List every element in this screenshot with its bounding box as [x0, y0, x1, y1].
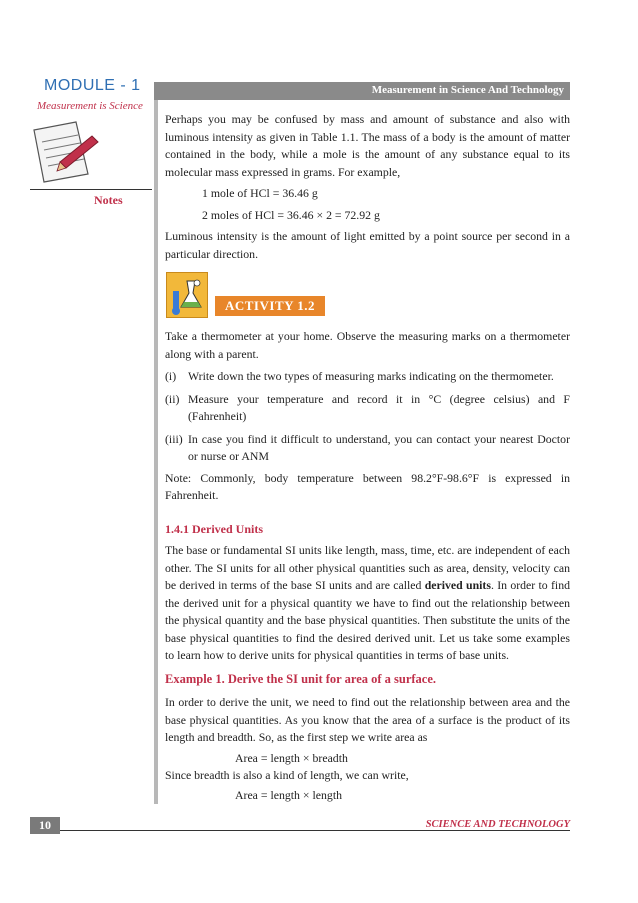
derived-units-term: derived units	[424, 578, 491, 592]
note-paragraph: Note: Commonly, body temperature between 98.2°F-98.6°F is expressed in Fahrenheit.	[165, 470, 570, 502]
module-subtitle: Measurement is Science	[37, 100, 143, 112]
footer-rule	[30, 830, 570, 831]
paragraph-derived-units	[165, 542, 570, 665]
example-heading: Example 1. Derive the SI unit for area of a surface.	[165, 671, 437, 686]
list-item-number: (ii)	[165, 391, 180, 406]
equation-2: 2 moles of HCl = 36.46 × 2 = 72.92 g	[202, 207, 380, 222]
activity-icon	[166, 272, 208, 318]
margin-rule	[154, 100, 158, 804]
list-item	[165, 431, 570, 466]
derived-units-text-2: . In order to find the derived unit for a physical quantity we have to find out the relationship between the physical quantity and the base physical quantities. Then substitute the units of the base physical quantities to find the desired derived unit. Let us take some examples to learn how to derive units for physical quantities in terms of base units.	[165, 578, 570, 662]
equation-1: 1 mole of HCl = 36.46 g	[202, 186, 318, 200]
header-title: Measurement in Science And Technology	[371, 84, 564, 96]
activity-label: ACTIVITY 1.2	[215, 296, 325, 316]
main-content	[165, 111, 570, 804]
list-item	[165, 368, 570, 386]
section-heading: 1.4.1 Derived Units	[165, 521, 263, 536]
equation-4: Area = length × length	[235, 787, 342, 802]
activity-intro: Take a thermometer at your home. Observe the measuring marks on a thermometer along with a parent.	[165, 329, 570, 361]
paragraph-luminous: Luminous intensity is the amount of light emitted by a point source per second in a particular direction.	[165, 229, 570, 261]
equation-3: Area = length × breadth	[235, 750, 348, 765]
activity-banner	[165, 272, 570, 322]
list-item-text: Measure your temperature and record it in °C (degree celsius) and F (Fahrenheit)	[188, 391, 570, 423]
list-item-text: In case you find it difficult to understand, you can contact your nearest Doctor or nurse or ANM	[188, 431, 570, 463]
page-number: 10	[30, 817, 60, 834]
paragraph-area: In order to derive the unit, we need to find out the relationship between area and the base physical quantities. As you know that the area of a surface is the product of its length and breadth. So, as the first step we write area as	[165, 695, 570, 744]
notepad-pen-icon	[30, 116, 102, 188]
list-item	[165, 391, 570, 426]
list-item-number: (iii)	[165, 431, 183, 446]
notes-divider	[30, 189, 152, 190]
list-item-number: (i)	[165, 369, 177, 383]
paragraph-mass-mole: Perhaps you may be confused by mass and amount of substance and also with luminous intensity as given in Table 1.1. The mass of a body is the amount of matter contained in the body, while a mole is the amount of any substance equal to its molecular mass expressed in grams. For example,	[165, 112, 570, 179]
paragraph-breadth: Since breadth is also a kind of length, we can write,	[165, 768, 409, 782]
running-header	[154, 82, 570, 100]
footer-book-title: SCIENCE AND TECHNOLOGY	[425, 819, 570, 830]
derived-units-text-1: The base or fundamental SI units like length, mass, time, etc. are independent of each other. The SI units for all other physical quantities such as area, density, velocity can be derived in terms of the base SI units and are called	[165, 543, 570, 592]
list-item-text: Write down the two types of measuring marks indicating on the thermometer.	[188, 369, 554, 383]
notes-label: Notes	[94, 193, 123, 207]
module-title: MODULE - 1	[44, 77, 141, 94]
